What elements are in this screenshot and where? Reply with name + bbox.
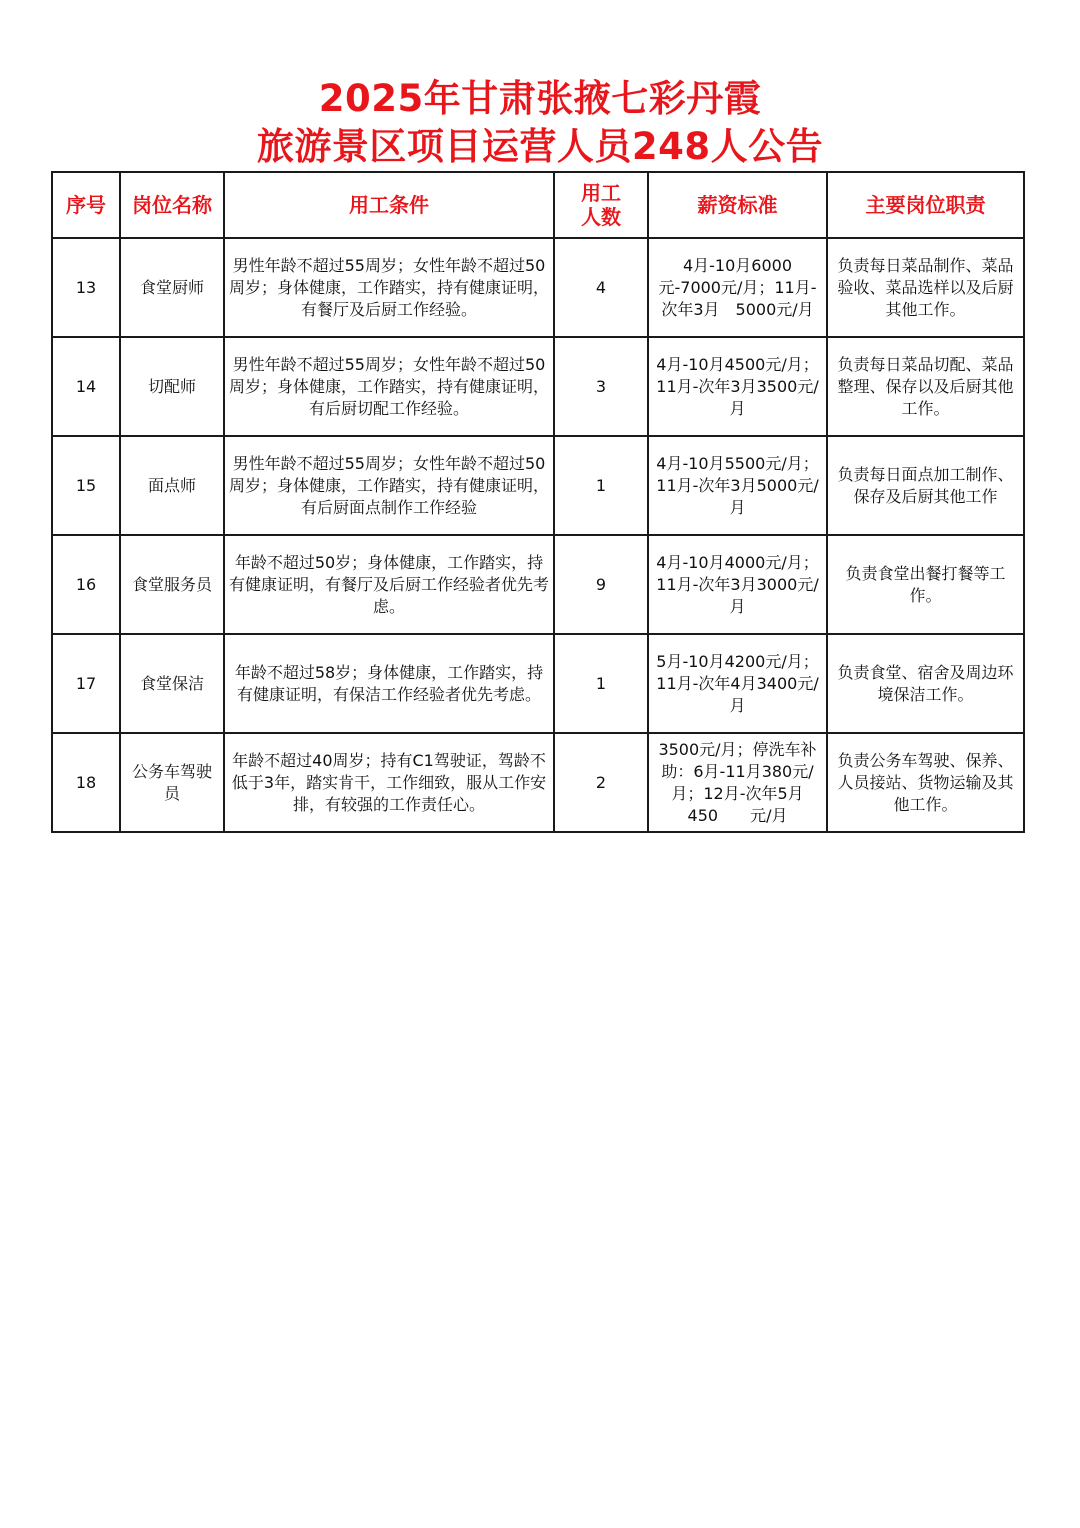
job-table: [51, 171, 1025, 833]
cell-count: 4: [554, 238, 648, 337]
cell-name: 食堂保洁: [120, 634, 224, 733]
cell-seq: 17: [52, 634, 120, 733]
header-seq: 序号: [52, 172, 120, 238]
cell-count: 9: [554, 535, 648, 634]
header-salary: 薪资标准: [648, 172, 827, 238]
cell-name: 食堂厨师: [120, 238, 224, 337]
cell-seq: 13: [52, 238, 120, 337]
cell-duties: 负责每日菜品切配、菜品整理、保存以及后厨其他工作。: [827, 337, 1024, 436]
cell-conditions: 年龄不超过50岁；身体健康，工作踏实，持有健康证明，有餐厅及后厨工作经验者优先考虑。: [224, 535, 554, 634]
table-row: [52, 733, 1024, 832]
cell-name: 食堂服务员: [120, 535, 224, 634]
cell-seq: 15: [52, 436, 120, 535]
header-count: 用工人数: [554, 172, 648, 238]
cell-salary: 4月-10月4500元/月；11月-次年3月3500元/月: [648, 337, 827, 436]
cell-duties: 负责食堂出餐打餐等工作。: [827, 535, 1024, 634]
table-row: [52, 238, 1024, 337]
header-conditions: 用工条件: [224, 172, 554, 238]
cell-duties: 负责每日面点加工制作、保存及后厨其他工作: [827, 436, 1024, 535]
page-title-line-2: 旅游景区项目运营人员248人公告: [256, 125, 824, 168]
header-duties: 主要岗位职责: [827, 172, 1024, 238]
cell-salary: 4月-10月5500元/月；11月-次年3月5000元/月: [648, 436, 827, 535]
cell-duties: 负责每日菜品制作、菜品验收、菜品选样以及后厨其他工作。: [827, 238, 1024, 337]
cell-salary: 3500元/月；停洗车补助：6月-11月380元/月；12月-次年5月 450 元/月: [648, 733, 827, 832]
table-header-row: [52, 172, 1024, 238]
cell-count: 1: [554, 634, 648, 733]
cell-count: 1: [554, 436, 648, 535]
cell-duties: 负责公务车驾驶、保养、人员接站、货物运输及其他工作。: [827, 733, 1024, 832]
cell-seq: 16: [52, 535, 120, 634]
cell-duties: 负责食堂、宿舍及周边环境保洁工作。: [827, 634, 1024, 733]
table-row: [52, 535, 1024, 634]
cell-conditions: 年龄不超过58岁；身体健康，工作踏实，持有健康证明，有保洁工作经验者优先考虑。: [224, 634, 554, 733]
cell-name: 面点师: [120, 436, 224, 535]
table-row: [52, 337, 1024, 436]
page-title-line-1: 2025年甘肃张掖七彩丹霞: [318, 77, 762, 120]
header-name: 岗位名称: [120, 172, 224, 238]
cell-seq: 18: [52, 733, 120, 832]
table-row: [52, 436, 1024, 535]
cell-salary: 4月-10月4000元/月；11月-次年3月3000元/月: [648, 535, 827, 634]
cell-conditions: 男性年龄不超过55周岁；女性年龄不超过50周岁；身体健康，工作踏实，持有健康证明，有后厨切配工作经验。: [224, 337, 554, 436]
cell-count: 2: [554, 733, 648, 832]
cell-name: 公务车驾驶员: [120, 733, 224, 832]
cell-salary: 5月-10月4200元/月；11月-次年4月3400元/月: [648, 634, 827, 733]
cell-salary: 4月-10月6000元-7000元/月；11月-次年3月 5000元/月: [648, 238, 827, 337]
table-row: [52, 634, 1024, 733]
cell-conditions: 男性年龄不超过55周岁；女性年龄不超过50周岁；身体健康，工作踏实，持有健康证明，有餐厅及后厨工作经验。: [224, 238, 554, 337]
cell-count: 3: [554, 337, 648, 436]
cell-name: 切配师: [120, 337, 224, 436]
cell-conditions: 男性年龄不超过55周岁；女性年龄不超过50周岁；身体健康，工作踏实，持有健康证明，有后厨面点制作工作经验: [224, 436, 554, 535]
cell-seq: 14: [52, 337, 120, 436]
cell-conditions: 年龄不超过40周岁；持有C1驾驶证，驾龄不低于3年，踏实肯干，工作细致，服从工作安排，有较强的工作责任心。: [224, 733, 554, 832]
